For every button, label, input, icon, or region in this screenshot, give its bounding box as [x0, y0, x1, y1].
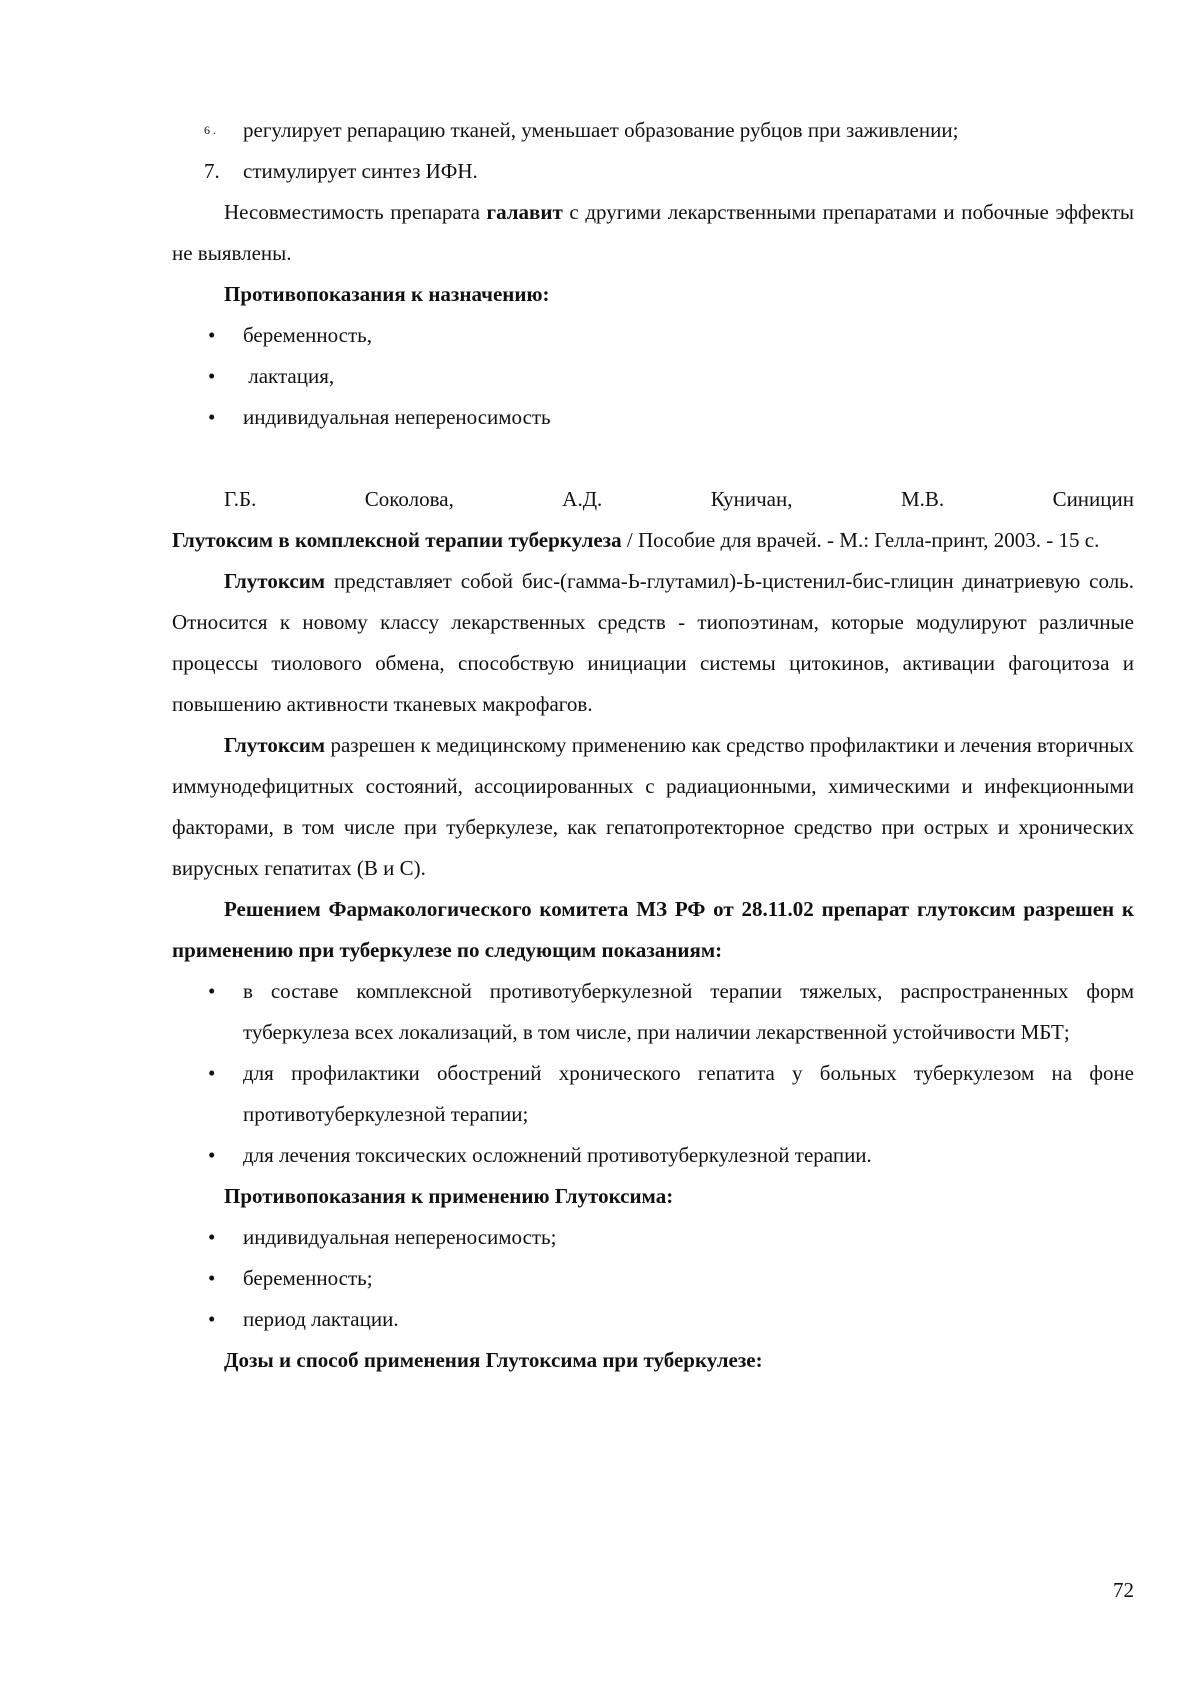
bullet-icon: • — [208, 1061, 216, 1085]
description-paragraph — [172, 561, 1134, 725]
bullet-icon: • — [208, 1266, 216, 1290]
list-item — [172, 971, 1134, 1053]
list-item — [172, 1217, 1134, 1258]
approval-paragraph — [172, 725, 1134, 889]
list-item-text: лактация, — [243, 364, 335, 388]
list-item — [172, 151, 1134, 192]
list-item — [172, 1053, 1134, 1135]
list-item-text: для профилактики обострений хронического гепатита у больных туберкулезом на фоне противотуберкулезной терапии; — [243, 1061, 1134, 1126]
list-item-text: стимулирует синтез ИФН. — [243, 159, 478, 183]
author-initials: А.Д. — [562, 487, 603, 511]
list-item — [172, 1299, 1134, 1340]
spacer — [172, 438, 1134, 479]
author-initials: Г.Б. — [224, 487, 257, 511]
citation-reference — [172, 520, 1134, 561]
list-item-text: беременность, — [243, 323, 372, 347]
paragraph-text: представляет собой бис-(гамма-Ь-глутамил)-Ь-цистенил-бис-глицин динатриевую соль. Относится к новому классу лекарственных средств - тиопоэтинам, которые модулируют различные процессы тиолового обмена, способствую инициации системы цитокинов, активации фагоцитоза и повышению активности тканевых макрофагов. — [172, 569, 1134, 716]
author-surname: Куничан, — [710, 487, 793, 511]
bullet-icon: • — [208, 979, 216, 1003]
contraindications-heading: Противопоказания к применению Глутоксима: — [224, 1184, 674, 1208]
list-marker: 7. — [204, 159, 220, 183]
incompat-text-pre: Несовместимость препарата — [224, 200, 487, 224]
author-surname: Соколова, — [364, 487, 454, 511]
page-content — [172, 110, 1134, 1381]
contraindications-heading: Противопоказания к назначению: — [224, 282, 550, 306]
list-item-text: индивидуальная непереносимость; — [243, 1225, 557, 1249]
numbered-list — [172, 110, 1134, 192]
contraindications-list — [172, 1217, 1134, 1340]
citation-authors — [172, 479, 1134, 520]
list-item — [172, 110, 1134, 151]
bullet-icon: • — [208, 364, 216, 388]
list-item-text: для лечения токсических осложнений противотуберкулезной терапии. — [243, 1143, 872, 1167]
contraindications-list — [172, 315, 1134, 438]
drug-name-glutoxim: Глутоксим — [224, 733, 326, 757]
drug-name-galavit: галавит — [486, 200, 563, 224]
incompat-text-post: с другими лекарственными препаратами и побочные эффекты не выявлены. — [172, 200, 1134, 265]
paragraph-text: разрешен к медицинскому применению как средство профилактики и лечения вторичных иммунодефицитных состояний, ассоциированных с радиационными, химическими и инфекционными факторами, в том числе при туберкулезе, как гепатопротекторное средство при острых и хронических вирусных гепатитах (В и С). — [172, 733, 1134, 880]
list-item — [172, 356, 1134, 397]
decision-heading: Решением Фармакологического комитета МЗ РФ от 28.11.02 препарат глутоксим разрешен к применению при туберкулезе по следующим показаниям: — [172, 897, 1134, 962]
list-item — [172, 397, 1134, 438]
list-item-text: беременность; — [243, 1266, 373, 1290]
bullet-icon: • — [208, 323, 216, 347]
list-item-text: период лактации. — [243, 1307, 399, 1331]
dosage-heading: Дозы и способ применения Глутоксима при туберкулезе: — [224, 1348, 763, 1372]
bullet-icon: • — [208, 1225, 216, 1249]
list-item-text: регулирует репарацию тканей, уменьшает образование рубцов при заживлении; — [243, 118, 959, 142]
bullet-icon: • — [208, 1307, 216, 1331]
incompatibility-paragraph — [172, 192, 1134, 274]
list-marker: 6 . — [204, 123, 216, 137]
author-initials: М.В. — [900, 487, 945, 511]
author-surname: Синицин — [1052, 487, 1134, 511]
citation-details: / Пособие для врачей. - М.: Гелла-принт, 2003. - 15 с. — [621, 528, 1100, 552]
indications-list — [172, 971, 1134, 1176]
list-item-text: индивидуальная непереносимость — [243, 405, 551, 429]
page-number: 72 — [1113, 1578, 1134, 1602]
list-item — [172, 1135, 1134, 1176]
list-item — [172, 315, 1134, 356]
citation-title: Глутоксим в комплексной терапии туберкулеза — [172, 528, 622, 552]
drug-name-glutoxim: Глутоксим — [224, 569, 326, 593]
bullet-icon: • — [208, 405, 216, 429]
list-item-text: в составе комплексной противотуберкулезной терапии тяжелых, распространенных форм туберкулеза всех локализаций, в том числе, при наличии лекарственной устойчивости МБТ; — [243, 979, 1134, 1044]
bullet-icon: • — [208, 1143, 216, 1167]
list-item — [172, 1258, 1134, 1299]
